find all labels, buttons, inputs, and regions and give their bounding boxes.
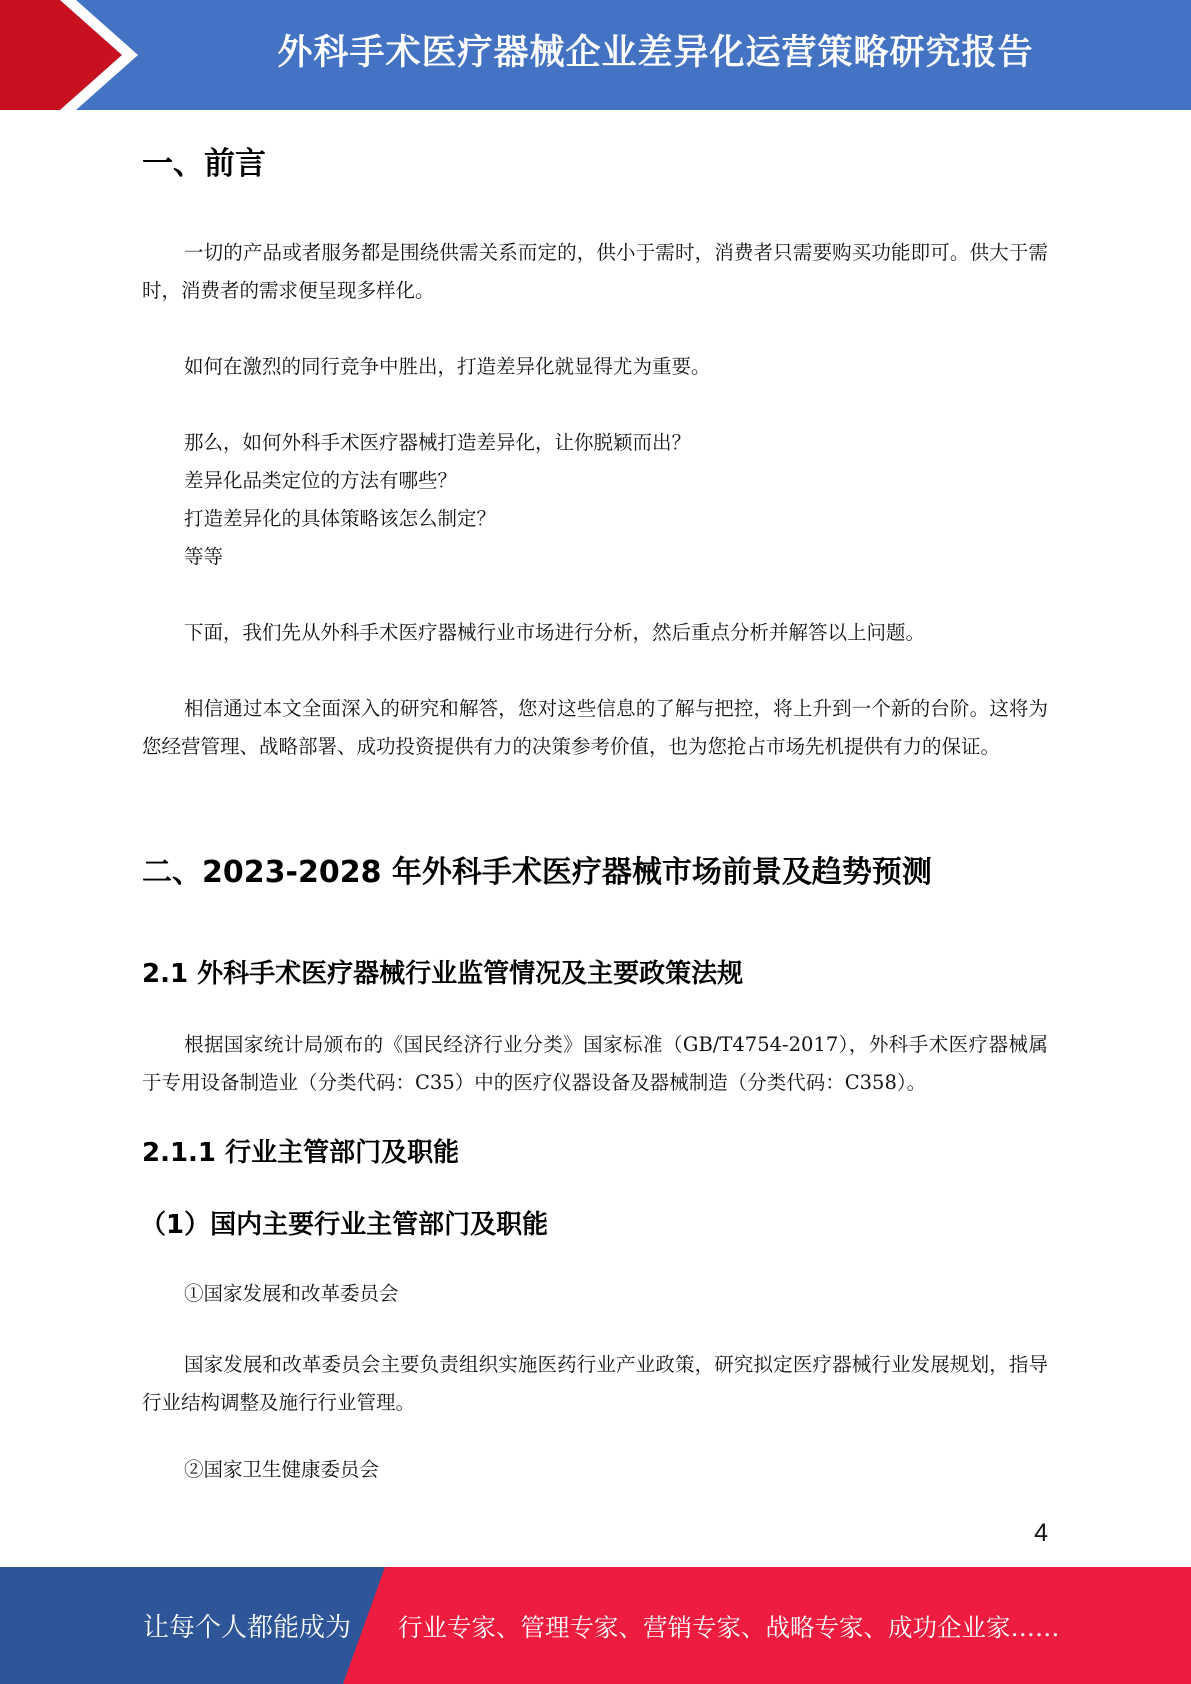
footer-slogan-right: 行业专家、管理专家、营销专家、战略专家、成功企业家……: [398, 1613, 1060, 1642]
question-line: 差异化品类定位的方法有哪些？: [184, 469, 458, 492]
footer-slogan-left: 让每个人都能成为: [143, 1613, 352, 1643]
subsection-heading-2-1: 2.1 外科手术医疗器械行业监管情况及主要政策法规: [142, 959, 744, 989]
question-line: 等等: [184, 545, 224, 568]
list-item-nhc: ②国家卫生健康委员会: [184, 1458, 380, 1481]
paragraph: 国家发展和改革委员会主要负责组织实施医药行业产业政策，研究拟定医疗器械行业发展规划，指导行业结构调整及施行行业管理。: [142, 1353, 1048, 1414]
paragraph: 如何在激烈的同行竞争中胜出，打造差异化就显得尤为重要。: [184, 355, 711, 378]
section-heading-preface: 一、前言: [142, 146, 266, 182]
chevron-arrow-graphic: [0, 0, 160, 110]
subsection-heading-2-1-1: 2.1.1 行业主管部门及职能: [142, 1138, 460, 1168]
section-heading-market: 二、2023-2028 年外科手术医疗器械市场前景及趋势预测: [142, 855, 932, 890]
paragraph: 根据国家统计局颁布的《国民经济行业分类》国家标准（GB/T4754-2017），外科手术医疗器械属于专用设备制造业（分类代码：C35）中的医疗仪器设备及器械制造（分类代码：C358）。: [142, 1033, 1048, 1094]
paragraph: 下面，我们先从外科手术医疗器械行业市场进行分析，然后重点分析并解答以上问题。: [184, 621, 926, 644]
report-title: 外科手术医疗器械企业差异化运营策略研究报告: [277, 33, 1034, 73]
question-line: 那么，如何外科手术医疗器械打造差异化，让你脱颖而出？: [184, 431, 692, 454]
paragraph: 相信通过本文全面深入的研究和解答，您对这些信息的了解与把控，将上升到一个新的台阶。这将为您经营管理、战略部署、成功投资提供有力的决策参考价值，也为您抢占市场先机提供有力的保证。: [142, 697, 1048, 758]
page-number: 4: [1034, 1519, 1048, 1547]
question-line: 打造差异化的具体策略该怎么制定？: [184, 507, 497, 530]
footer-banner: [0, 1567, 1191, 1684]
paragraph: 一切的产品或者服务都是围绕供需关系而定的，供小于需时，消费者只需要购买功能即可。供大于需时，消费者的需求便呈现多样化。: [142, 241, 1048, 302]
subsection-heading-domestic: （1）国内主要行业主管部门及职能: [140, 1210, 549, 1240]
header-banner: [0, 0, 1191, 110]
list-item-ndrc: ①国家发展和改革委员会: [184, 1282, 399, 1305]
